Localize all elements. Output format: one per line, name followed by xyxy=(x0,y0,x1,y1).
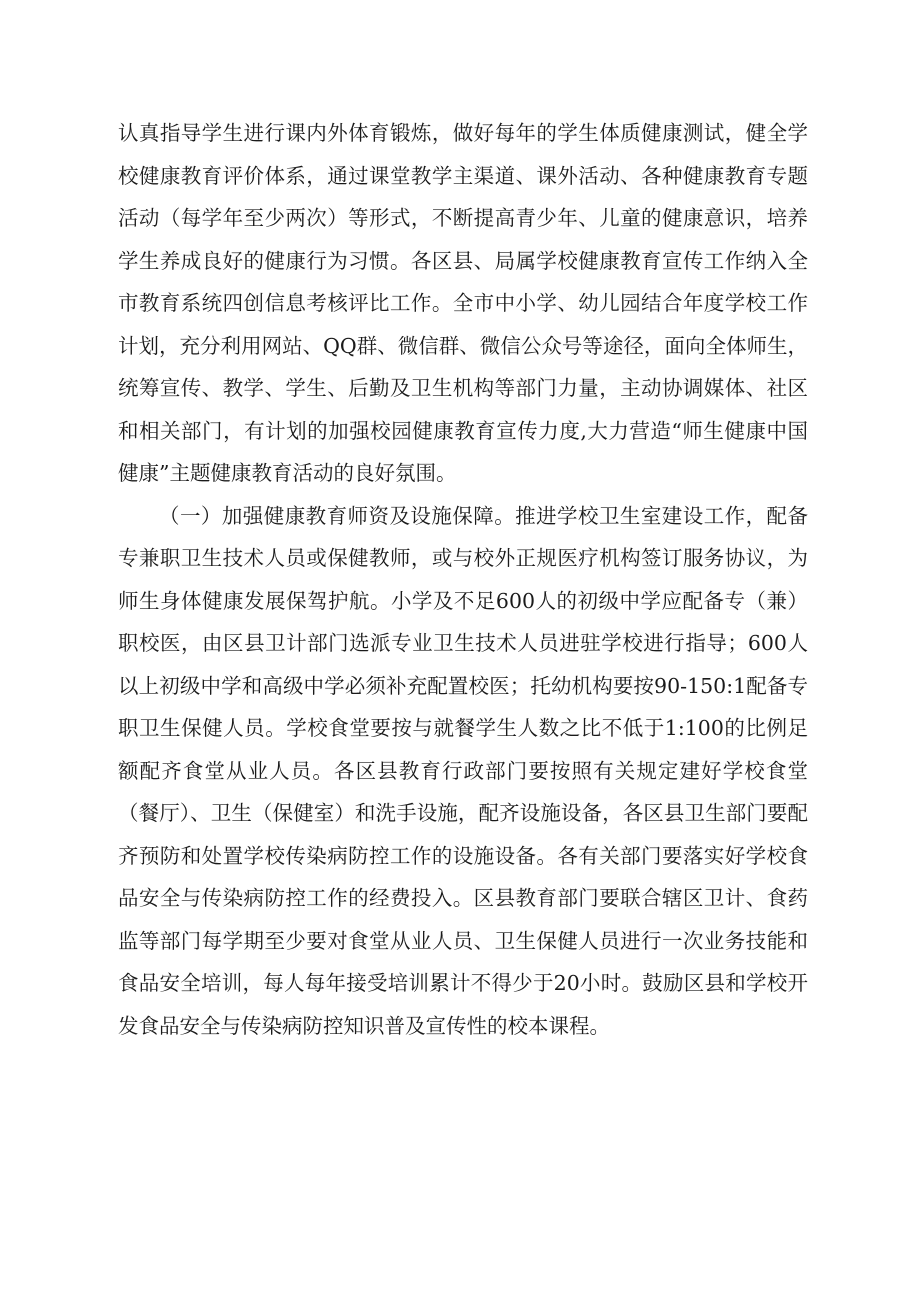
document-body xyxy=(118,112,808,1047)
paragraph-section-one: （一）加强健康教育师资及设施保障。推进学校卫生室建设工作，配备专兼职卫生技术人员或保健教师，或与校外正规医疗机构签订服务协议，为师生身体健康发展保驾护航。小学及不足600人的初级中学应配备专（兼）职校医，由区县卫计部门选派专业卫生技术人员进驻学校进行指导；600人以上初级中学和高级中学必须补充配置校医；托幼机构要按90-150:1配备专职卫生保健人员。学校食堂要按与就餐学生人数之比不低于1:100的比例足额配齐食堂从业人员。各区县教育行政部门要按照有关规定建好学校食堂（餐厅）、卫生（保健室）和洗手设施，配齐设施设备，各区县卫生部门要配齐预防和处置学校传染病防控工作的设施设备。各有关部门要落实好学校食品安全与传染病防控工作的经费投入。区县教育部门要联合辖区卫计、食药监等部门每学期至少要对食堂从业人员、卫生保健人员进行一次业务技能和食品安全培训，每人每年接受培训累计不得少于20小时。鼓励区县和学校开发食品安全与传染病防控知识普及宣传性的校本课程。 xyxy=(118,503,808,1038)
paragraph-continued: 认真指导学生进行课内外体育锻炼，做好每年的学生体质健康测试，健全学校健康教育评价体系，通过课堂教学主渠道、课外活动、各种健康教育专题活动（每学年至少两次）等形式，不断提高青少年、儿童的健康意识，培养学生养成良好的健康行为习惯。各区县、局属学校健康教育宣传工作纳入全市教育系统四创信息考核评比工作。全市中小学、幼儿园结合年度学校工作计划，充分利用网站、QQ群、微信群、微信公众号等途径，面向全体师生，统筹宣传、教学、学生、后勤及卫生机构等部门力量，主动协调媒体、社区和相关部门，有计划的加强校园健康教育宣传力度,大力营造“师生健康中国健康”主题健康教育活动的良好氛围。 xyxy=(118,121,808,485)
